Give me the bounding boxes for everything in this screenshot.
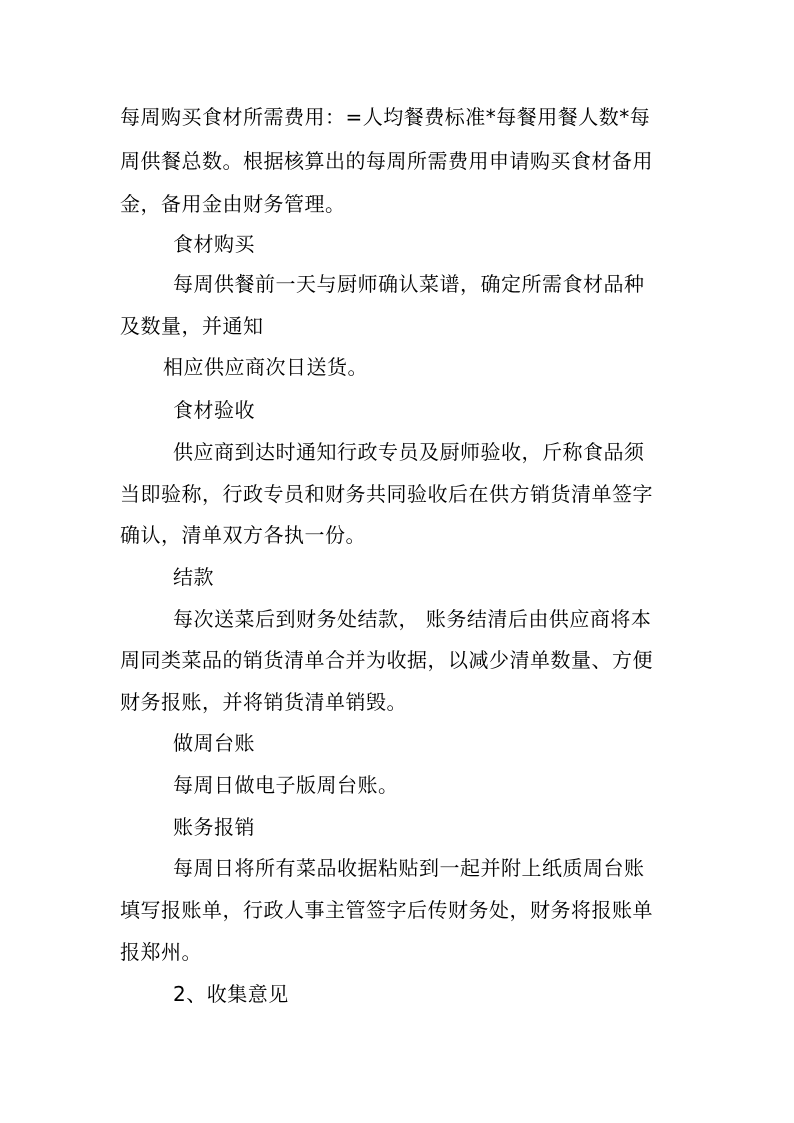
body-text-line: 周同类菜品的销货清单合并为收据，以减少清单数量、方便: [120, 648, 653, 672]
body-text-line: 每周日将所有菜品收据粘贴到一起并附上纸质周台账: [173, 856, 645, 880]
section-heading-reimbursement: 账务报销: [173, 815, 255, 839]
body-text-line: 每周供餐前一天与厨师确认菜谱，确定所需食材品种: [173, 272, 645, 296]
body-text-line: 供应商到达时通知行政专员及厨师验收，斤称食品须: [173, 440, 645, 464]
body-text-line: 金，备用金由财务管理。: [120, 192, 346, 216]
body-text-line: 周供餐总数。根据核算出的每周所需费用申请购买食材备用: [120, 149, 653, 173]
body-text-line: 每周日做电子版周台账。: [173, 773, 399, 797]
body-text-line: 每周购买食材所需费用：=人均餐费标准*每餐用餐人数*每: [120, 105, 651, 129]
body-text-line: 及数量，并通知: [120, 314, 264, 338]
body-text-line: 财务报账，并将销货清单销毁。: [120, 690, 407, 714]
section-heading-food-inspection: 食材验收: [173, 398, 255, 422]
body-text-line: 确认，清单双方各执一份。: [120, 523, 366, 547]
section-heading-food-purchase: 食材购买: [173, 232, 255, 256]
section-heading-settlement: 结款: [173, 565, 214, 589]
body-text-line: 填写报账单，行政人事主管签字后传财务处，财务将报账单: [120, 898, 653, 922]
body-text-line: 每次送菜后到财务处结款， 账务结清后由供应商将本: [173, 607, 652, 631]
body-text-line: 报郑州。: [120, 940, 202, 964]
body-text-line: 当即验称，行政专员和财务共同验收后在供方销货清单签字: [120, 482, 653, 506]
section-heading-collect-feedback: 2、收集意见: [173, 982, 289, 1006]
section-heading-weekly-ledger: 做周台账: [173, 731, 255, 755]
body-text-line: 相应供应商次日送货。: [163, 355, 368, 379]
